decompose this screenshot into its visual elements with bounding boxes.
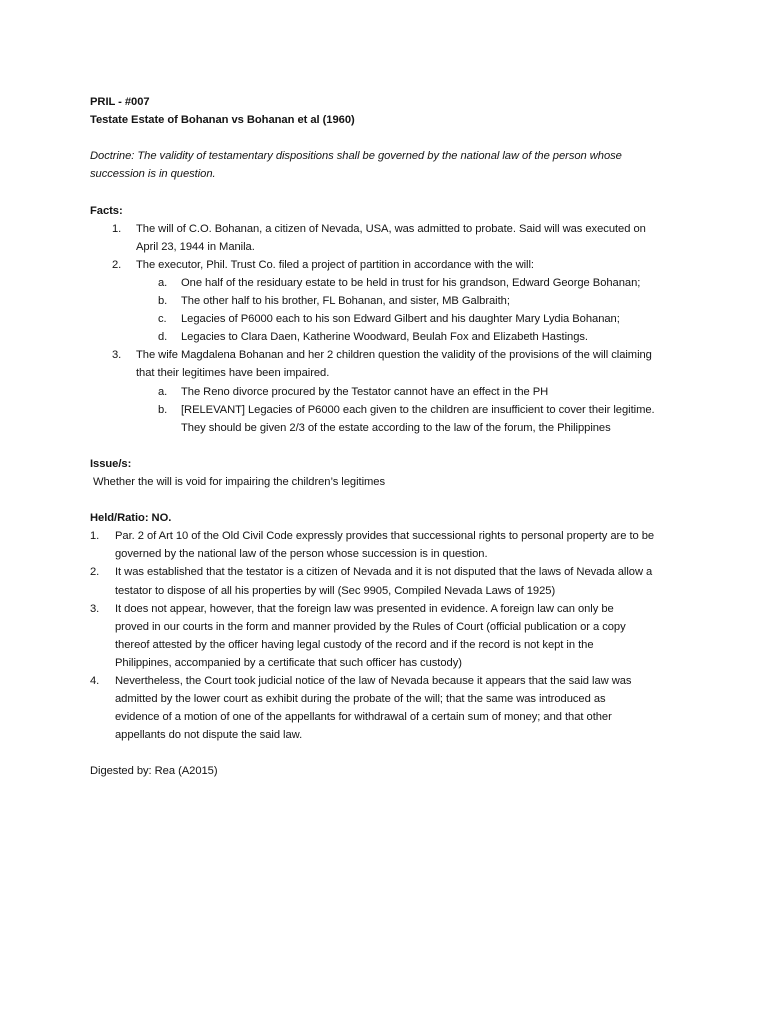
held-text: Par. 2 of Art 10 of the Old Civil Code expressly provides that successional rights to personal property are to be [115, 530, 655, 543]
fact-sub-letter: a. [158, 276, 168, 289]
fact-sub-item [90, 328, 690, 346]
fact-item [90, 256, 690, 274]
held-item [90, 600, 690, 672]
held-item [90, 527, 690, 563]
fact-sub-text: [RELEVANT] Legacies of P6000 each given to the children are insufficient to cover their legitime. [181, 403, 655, 416]
fact-item [90, 346, 690, 382]
facts-heading: Facts: [90, 204, 123, 217]
fact-sub-letter: c. [158, 313, 167, 326]
fact-number: 2. [112, 258, 122, 271]
held-text: admitted by the lower court as exhibit during the probate of the will; that the same was introduced as [115, 693, 606, 706]
held-text: proved in our courts in the form and manner provided by the Rules of Court (official publication or a copy [115, 620, 626, 633]
fact-sub-item [90, 310, 690, 328]
fact-item [90, 220, 690, 256]
held-text: testator to dispose of all his properties by will (Sec 9905, Compiled Nevada Laws of 1925) [115, 584, 556, 597]
held-text: It does not appear, however, that the foreign law was presented in evidence. A foreign law can only be [115, 602, 614, 615]
fact-sub-item [90, 274, 690, 292]
fact-number: 3. [112, 349, 122, 362]
spacer [90, 744, 690, 762]
fact-sub-text: The Reno divorce procured by the Testator cannot have an effect in the PH [181, 385, 549, 398]
facts-list [90, 220, 690, 437]
digested-by: Digested by: Rea (A2015) [90, 765, 218, 778]
fact-sub-text: They should be given 2/3 of the estate according to the law of the forum, the Philippines [181, 421, 611, 434]
held-text: evidence of a motion of one of the appellants for withdrawal of a certain sum of money; and that other [115, 711, 612, 724]
held-item [90, 563, 690, 599]
doctrine-line-1: Doctrine: The validity of testamentary dispositions shall be governed by the national law of the person whose [90, 150, 622, 163]
held-text: governed by the national law of the person whose succession is in question. [115, 548, 488, 561]
document-page [90, 93, 690, 781]
fact-sub-item [90, 401, 690, 437]
fact-sub-letter: d. [158, 331, 168, 344]
fact-number: 1. [112, 222, 122, 235]
fact-sub-text: Legacies to Clara Daen, Katherine Woodward, Beulah Fox and Elizabeth Hastings. [181, 331, 588, 344]
fact-text: The will of C.O. Bohanan, a citizen of Nevada, USA, was admitted to probate. Said will was executed on [136, 222, 646, 235]
fact-sub-text: Legacies of P6000 each to his son Edward Gilbert and his daughter Mary Lydia Bohanan; [181, 313, 620, 326]
fact-sub-text: The other half to his brother, FL Bohanan, and sister, MB Galbraith; [181, 295, 510, 308]
fact-text: The wife Magdalena Bohanan and her 2 children question the validity of the provisions of the will claiming [136, 349, 652, 362]
held-number: 1. [90, 530, 100, 543]
fact-sub-text: One half of the residuary estate to be held in trust for his grandson, Edward George Bohanan; [181, 276, 641, 289]
issue-heading: Issue/s: [90, 457, 132, 470]
held-text: thereof attested by the officer having legal custody of the record and if the record is not kept in the [115, 638, 594, 651]
held-heading: Held/Ratio: NO. [90, 512, 172, 525]
fact-text: April 23, 1944 in Manila. [136, 240, 255, 253]
case-number: PRIL - #007 [90, 96, 150, 108]
held-text: Nevertheless, the Court took judicial notice of the law of Nevada because it appears that the said law was [115, 675, 632, 687]
held-number: 4. [90, 675, 100, 687]
held-list [90, 527, 690, 744]
held-number: 2. [90, 566, 100, 579]
held-number: 3. [90, 602, 100, 615]
held-text: appellants do not dispute the said law. [115, 729, 303, 742]
held-text: It was established that the testator is a citizen of Nevada and it is not disputed that the laws of Nevada allow a [115, 566, 653, 579]
fact-text: that their legitimes have been impaired. [136, 367, 330, 380]
held-text: Philippines, accompanied by a certificate that such officer has custody) [115, 656, 462, 669]
spacer [90, 129, 690, 147]
held-item [90, 672, 690, 744]
case-title: Testate Estate of Bohanan vs Bohanan et al (1960) [90, 114, 355, 127]
spacer [90, 183, 690, 201]
fact-sub-letter: b. [158, 295, 168, 308]
fact-sub-item [90, 383, 690, 401]
fact-sub-letter: b. [158, 403, 168, 416]
fact-sub-item [90, 292, 690, 310]
issue-text: Whether the will is void for impairing the children’s legitimes [93, 475, 385, 488]
fact-text: The executor, Phil. Trust Co. filed a project of partition in accordance with the will: [136, 258, 534, 271]
doctrine-line-2: succession is in question. [90, 168, 216, 181]
spacer [90, 437, 690, 455]
spacer [90, 491, 690, 509]
fact-sub-letter: a. [158, 385, 168, 398]
